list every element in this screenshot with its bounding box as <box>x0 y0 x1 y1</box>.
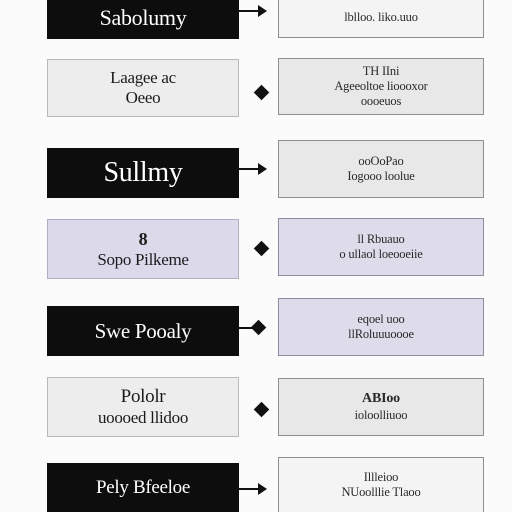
arrow-right-icon <box>258 5 267 17</box>
left-block-line: Sabolumy <box>99 4 187 30</box>
right-block-line: lblloo. liko.uuo <box>344 9 418 24</box>
diamond-connector-icon <box>254 402 270 418</box>
right-block <box>278 457 484 512</box>
left-block <box>47 59 239 117</box>
right-block <box>278 378 484 436</box>
right-block-line: o ullaol loeooeiie <box>339 247 423 261</box>
left-block <box>47 377 239 437</box>
right-block-line: llRoluuuoooe <box>348 327 414 341</box>
left-block-line: Sullmy <box>103 156 183 188</box>
left-block-line: Swe Pooaly <box>94 318 192 343</box>
left-block <box>47 219 239 279</box>
left-block-line: Pololr <box>120 386 166 408</box>
left-block <box>47 0 239 39</box>
right-block-line: Iogooo loolue <box>347 169 415 183</box>
right-block-line: ooOoPao <box>358 154 404 168</box>
left-block-line: Sopo Pilkeme <box>97 249 189 269</box>
right-block <box>278 298 484 356</box>
right-block-line: ll Rbuauo <box>357 232 405 246</box>
right-block <box>278 140 484 198</box>
left-block-line: Pely Bfeeloe <box>95 476 190 498</box>
left-block <box>47 306 239 356</box>
right-block-line: Illleioo <box>363 470 399 484</box>
left-block-line: Laagee ac <box>110 68 176 88</box>
left-block-line: Oeeo <box>125 88 161 107</box>
right-block-line: ABIoo <box>362 391 400 407</box>
connector-line <box>239 168 259 170</box>
right-block-line: oooeuos <box>360 94 402 108</box>
right-block <box>278 218 484 276</box>
right-block-line: TH IIni <box>362 64 400 78</box>
right-block-line: Ageeoltoe lioooxor <box>334 79 428 93</box>
left-block-line: uoooed llidoo <box>97 408 189 428</box>
arrow-right-icon <box>258 483 267 495</box>
right-block <box>278 58 484 115</box>
left-block-line: 8 <box>138 228 148 249</box>
arrow-right-icon <box>258 163 267 175</box>
right-block-line: ioloolliuoo <box>354 407 408 422</box>
diamond-connector-icon <box>254 85 270 101</box>
diamond-connector-icon <box>254 241 270 257</box>
right-block-line: eqoel uoo <box>357 312 405 326</box>
right-block-line: NUoolllie Tlaoo <box>341 485 421 499</box>
left-block <box>47 463 239 512</box>
connector-line <box>239 10 259 12</box>
connector-line <box>239 488 259 490</box>
right-block <box>278 0 484 38</box>
left-block <box>47 148 239 198</box>
diamond-connector-icon <box>251 320 267 336</box>
